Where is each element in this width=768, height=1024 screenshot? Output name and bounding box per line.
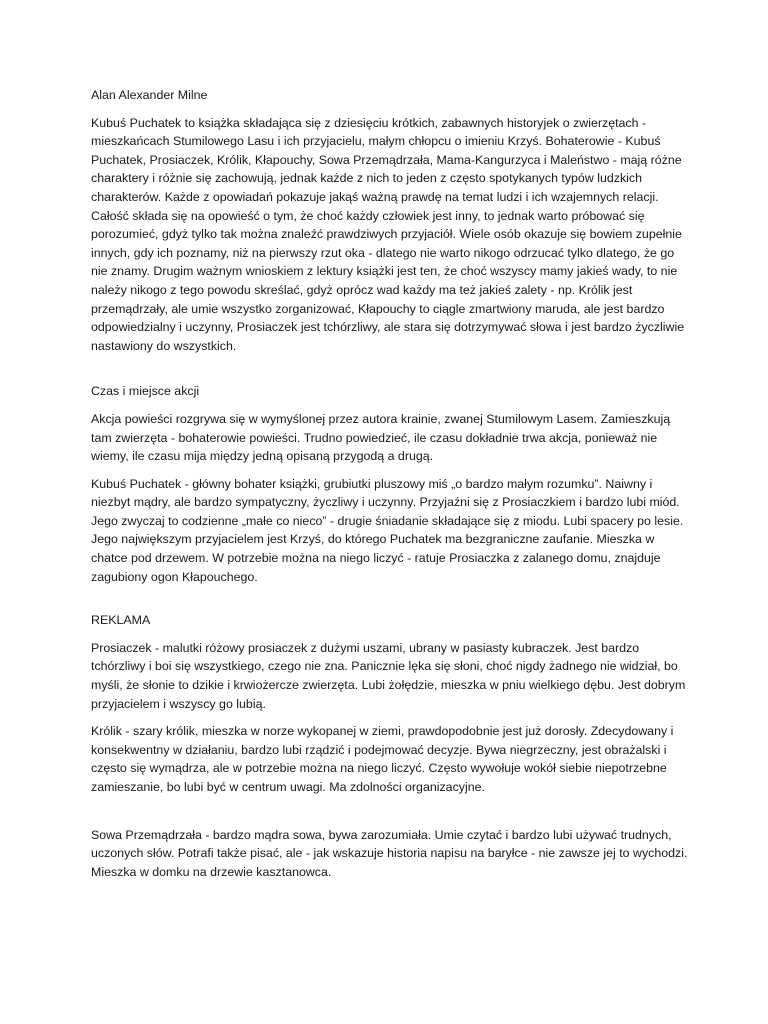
ad-label: REKLAMA: [91, 613, 151, 628]
section-heading-time-place: Czas i miejsce akcji: [91, 384, 200, 399]
sowa-paragraph: Sowa Przemądrzała - bardzo mądra sowa, bywa zarozumiała. Umie czytać i bardzo lubi używać trudnych, uczonych słów. Potrafi także pisać, ale - jak wskazuje historia napisu na baryłce - nie zawsze jej to wychodzi. Mieszka w domku na drzewie kasztanowca.: [91, 827, 688, 879]
intro-paragraph: Kubuś Puchatek to książka składająca się z dziesięciu krótkich, zabawnych historyjek o zwierzętach - mieszkańcach Stumilowego Lasu i ich przyjacielu, małym chłopcu o imieniu Krzyś. Bohaterowie - Kubuś Puchatek, Prosiaczek, Królik, Kłapouchy, Sowa Przemądrzała, Mama-Kangurzyca i Maleństwo - mają różne charaktery i różnie się zachowują, jednak każde z nich to jeden z często spotykanych typów ludzkich charakterów. Każde z opowiadań pokazuje jakąś ważną prawdę na temat ludzi i ich wzajemnych relacji. Całość składa się na opowieść o tym, że choć każdy człowiek jest inny, to jednak warto próbować się porozumieć, gdyż tylko tak można znaleźć prawdziwych przyjaciół. Wiele osób okazuje się bowiem zupełnie innych, gdy ich poznamy, niż na pierwszy rzut oka - dlatego nie warto nikogo odrzucać tylko dlatego, że go nie znamy. Drugim ważnym wnioskiem z lektury książki jest ten, że choć wszyscy mamy jakieś wady, to nie należy nikogo z tego powodu skreślać, gdyż oprócz wad każdy ma też jakieś zalety - np. Królik jest przemądrzały, ale umie wszystko zorganizować, Kłapouchy to ciągle zmartwiony maruda, ale jest bardzo odpowiedzialny i uczynny, Prosiaczek jest tchórzliwy, ale stara się dotrzymywać słowa i jest bardzo życzliwie nastawiony do wszystkich.: [91, 115, 685, 353]
author-heading: Alan Alexander Milne: [91, 88, 208, 102]
document-body: [91, 86, 691, 890]
puchatek-paragraph: Kubuś Puchatek - główny bohater książki, grubiutki pluszowy miś „o bardzo małym rozumku”. Naiwny i niezbyt mądry, ale bardzo sympatyczny, życzliwy i uczynny. Przyjaźni się z Prosiaczkiem i bardzo lubi miód. Jego zwyczaj to codzienne „małe co nieco” - drugie śniadanie składające się z miodu. Lubi spacery po lesie. Jego największym przyjacielem jest Krzyś, do którego Puchatek ma bezgraniczne zaufanie. Mieszka w chatce pod drzewem. W potrzebie można na niego liczyć - ratuje Prosiaczka z zalanego domu, znajduje zagubiony ogon Kłapouchego.: [91, 476, 684, 584]
time-place-paragraph: Akcja powieści rozgrywa się w wymyślonej przez autora krainie, zwanej Stumilowym Lasem. Zamieszkują tam zwierzęta - bohaterowie powieści. Trudno powiedzieć, ile czasu dokładnie trwa akcja, ponieważ nie wiemy, ile czasu mija między jedną opisaną przygodą a drugą.: [91, 411, 671, 464]
prosiaczek-paragraph: Prosiaczek - malutki różowy prosiaczek z dużymi uszami, ubrany w pasiasty kubraczek. Jest bardzo tchórzliwy i boi się wszystkiego, czego nie zna. Panicznie lęka się słoni, choć nigdy żadnego nie widział, bo myśli, że słonie to dzikie i krwiożercze zwierzęta. Lubi żołędzie, mieszka w pniu wielkiego dębu. Jest dobrym przyjacielem i wszyscy go lubią.: [91, 640, 686, 711]
krolik-paragraph: Królik - szary królik, mieszka w norze wykopanej w ziemi, prawdopodobnie jest już dorosły. Zdecydowany i konsekwentny w działaniu, bardzo lubi rządzić i podejmować decyzje. Bywa niegrzeczny, jest obrażalski i często się wymądrza, ale w potrzebie można na niego liczyć. Często wywołuje wokół siebie niepotrzebne zamieszanie, bo lubi być w centrum uwagi. Ma zdolności organizacyjne.: [91, 724, 674, 794]
